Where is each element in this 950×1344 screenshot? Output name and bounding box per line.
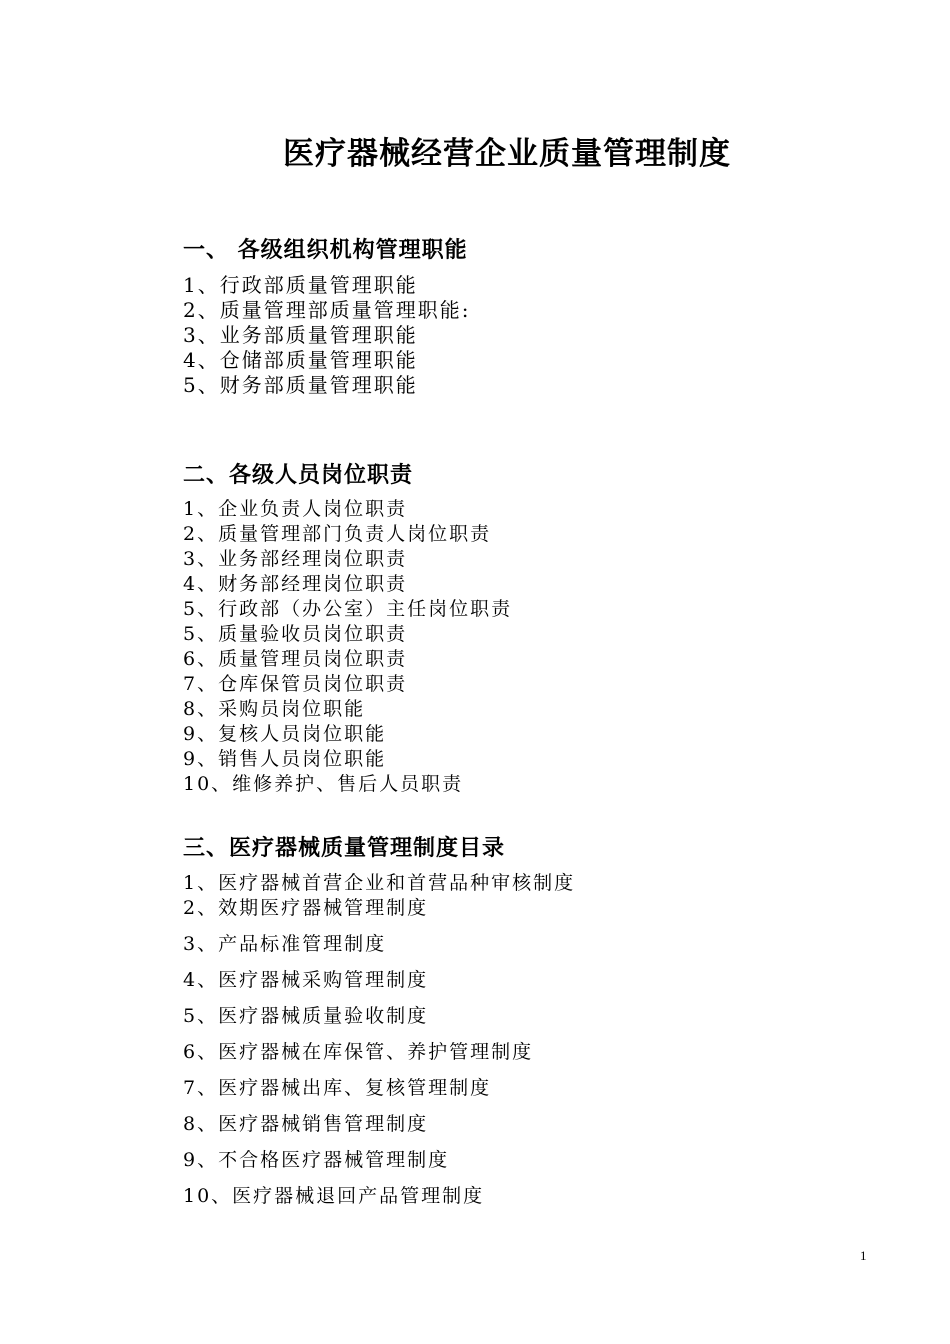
list-item: 4、仓储部质量管理职能 [183, 348, 418, 372]
list-item: 7、医疗器械出库、复核管理制度 [183, 1077, 492, 1099]
list-item: 1、医疗器械首营企业和首营品种审核制度 [183, 872, 576, 894]
page-number: 1 [860, 1248, 867, 1263]
list-item: 10、维修养护、售后人员职责 [183, 773, 464, 795]
section-list-3 [183, 871, 575, 1220]
list-item: 5、质量验收员岗位职责 [183, 623, 408, 645]
list-item: 5、医疗器械质量验收制度 [183, 1005, 429, 1027]
list-item: 5、行政部（办公室）主任岗位职责 [183, 598, 513, 620]
list-item: 1、行政部质量管理职能 [183, 273, 418, 297]
list-item: 7、仓库保管员岗位职责 [183, 673, 408, 695]
section-list-2 [183, 497, 512, 797]
list-item: 1、企业负责人岗位职责 [183, 498, 408, 520]
list-item: 9、不合格医疗器械管理制度 [183, 1149, 450, 1171]
list-item: 8、采购员岗位职能 [183, 698, 366, 720]
section-heading-1: 一、 各级组织机构管理职能 [183, 237, 468, 263]
list-item: 6、质量管理员岗位职责 [183, 648, 408, 670]
list-item: 3、业务部质量管理职能 [183, 323, 418, 347]
list-item: 4、医疗器械采购管理制度 [183, 969, 429, 991]
list-item: 5、财务部质量管理职能 [183, 373, 418, 397]
list-item: 10、医疗器械退回产品管理制度 [183, 1185, 485, 1207]
list-item: 8、医疗器械销售管理制度 [183, 1113, 429, 1135]
section-list-1 [183, 273, 470, 398]
list-item: 3、产品标准管理制度 [183, 933, 387, 955]
section-heading-2: 二、各级人员岗位职责 [183, 462, 414, 488]
document-title: 医疗器械经营企业质量管理制度 [283, 136, 731, 172]
list-item: 3、业务部经理岗位职责 [183, 548, 408, 570]
list-item: 4、财务部经理岗位职责 [183, 573, 408, 595]
section-heading-3: 三、医疗器械质量管理制度目录 [183, 835, 506, 861]
list-item: 9、复核人员岗位职能 [183, 723, 387, 745]
list-item: 9、销售人员岗位职能 [183, 748, 387, 770]
list-item: 2、质量管理部门负责人岗位职责 [183, 523, 492, 545]
list-item: 2、效期医疗器械管理制度 [183, 897, 429, 919]
list-item: 6、医疗器械在库保管、养护管理制度 [183, 1041, 534, 1063]
list-item: 2、质量管理部质量管理职能: [183, 298, 471, 322]
